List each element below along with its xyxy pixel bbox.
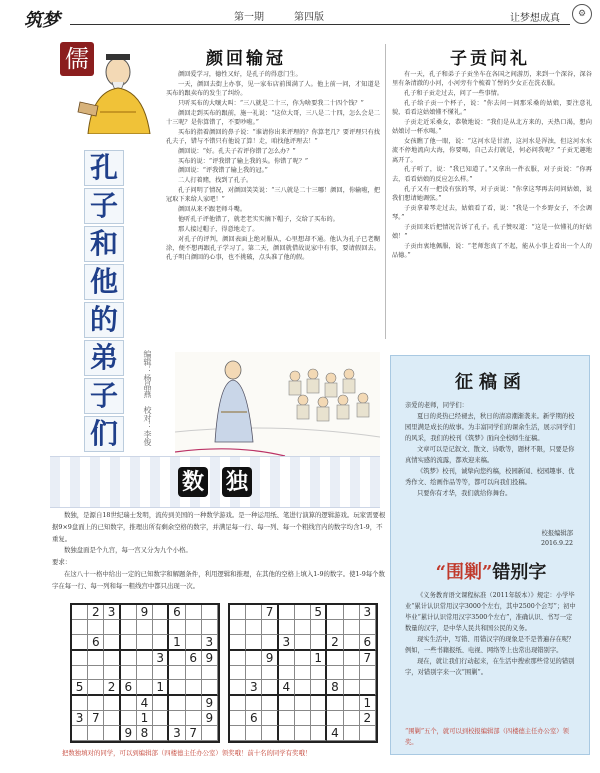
sudoku-cell[interactable] bbox=[186, 635, 202, 651]
sudoku-cell[interactable] bbox=[262, 680, 278, 696]
sudoku-grid-1[interactable] bbox=[70, 603, 220, 743]
paragraph: 孔子又有一把没有弦的琴，对子贡说：“你拿这琴再去问问姑娘，说我们想请她调弦。” bbox=[392, 185, 592, 202]
sudoku-cell[interactable]: 3 bbox=[202, 635, 218, 651]
sudoku-cell[interactable] bbox=[311, 711, 327, 726]
sudoku-cell[interactable] bbox=[295, 711, 311, 726]
sudoku-cell[interactable] bbox=[88, 651, 104, 666]
sudoku-cell[interactable] bbox=[72, 651, 88, 666]
sudoku-cell[interactable] bbox=[327, 711, 343, 726]
sudoku-cell[interactable]: 2 bbox=[104, 680, 120, 696]
sudoku-cell[interactable]: 9 bbox=[202, 651, 218, 666]
sudoku-cell[interactable] bbox=[137, 666, 153, 681]
sudoku-cell[interactable]: 7 bbox=[360, 651, 376, 666]
side-panel bbox=[390, 355, 590, 755]
sudoku-cell[interactable]: 9 bbox=[202, 711, 218, 726]
sudoku-cell[interactable] bbox=[186, 696, 202, 711]
sudoku-cell[interactable] bbox=[202, 666, 218, 681]
paragraph: 要求： bbox=[52, 558, 72, 567]
sudoku-cell[interactable] bbox=[202, 605, 218, 620]
confucianism-seal: 儒 bbox=[60, 42, 94, 76]
call-for-papers-title: 征稿函 bbox=[455, 372, 527, 393]
sudoku-cell[interactable] bbox=[104, 711, 120, 726]
sudoku-cell[interactable] bbox=[121, 651, 137, 666]
sudoku-cell[interactable] bbox=[246, 651, 262, 666]
sudoku-cell[interactable] bbox=[153, 726, 169, 741]
paragraph: 只要你有才华，我们就给你舞台。 bbox=[417, 490, 512, 497]
sudoku-cell[interactable]: 9 bbox=[137, 605, 153, 620]
sudoku-cell[interactable] bbox=[72, 666, 88, 681]
sudoku-cell[interactable]: 9 bbox=[262, 651, 278, 666]
article-body-zigong bbox=[392, 70, 592, 350]
call-for-papers-body bbox=[405, 400, 577, 499]
sudoku-cell[interactable] bbox=[279, 605, 295, 620]
greeting: 亲爱的老师，同学们： bbox=[405, 402, 468, 409]
masthead-logo: 筑梦 bbox=[24, 10, 60, 31]
sudoku-cell[interactable] bbox=[230, 666, 246, 681]
sudoku-cell[interactable] bbox=[153, 620, 169, 635]
sudoku-cell[interactable] bbox=[279, 651, 295, 666]
sudoku-cell[interactable] bbox=[88, 696, 104, 711]
sudoku-cell[interactable] bbox=[279, 696, 295, 711]
sudoku-cell[interactable]: 3 bbox=[169, 726, 185, 741]
sudoku-cell[interactable] bbox=[153, 696, 169, 711]
sudoku-cell[interactable] bbox=[295, 635, 311, 651]
title-char: 孔 bbox=[84, 150, 124, 186]
page-header bbox=[0, 0, 600, 34]
paragraph: 子贡由衷地佩服，说：“老师您真了不起，能从小事上看出一个人的品德。” bbox=[392, 242, 592, 260]
title-char: 和 bbox=[84, 226, 124, 262]
sudoku-cell[interactable] bbox=[153, 635, 169, 651]
sudoku-cell[interactable]: 8 bbox=[327, 680, 343, 696]
sudoku-grid-2[interactable] bbox=[228, 603, 378, 743]
sudoku-cell[interactable]: 7 bbox=[186, 726, 202, 741]
sudoku-banner bbox=[50, 456, 380, 508]
sudoku-cell[interactable] bbox=[186, 680, 202, 696]
sudoku-cell[interactable] bbox=[186, 711, 202, 726]
header-rule bbox=[70, 24, 570, 25]
sudoku-cell[interactable] bbox=[279, 666, 295, 681]
paragraph: 《筑梦》校刊，诚挚向您约稿，校园新闻、校园趣事、优秀作文、绘画作品等等，都可以向我们投稿。 bbox=[405, 468, 575, 486]
sudoku-cell[interactable]: 3 bbox=[246, 680, 262, 696]
sudoku-cell[interactable] bbox=[230, 711, 246, 726]
title-char: 们 bbox=[84, 416, 124, 452]
sudoku-cell[interactable] bbox=[72, 696, 88, 711]
sudoku-cell[interactable] bbox=[311, 680, 327, 696]
typo-hunt-title bbox=[391, 558, 591, 584]
sudoku-cell[interactable]: 3 bbox=[72, 711, 88, 726]
confucius-teaching-illustration bbox=[175, 352, 380, 462]
sudoku-cell[interactable] bbox=[169, 666, 185, 681]
sudoku-cell[interactable] bbox=[262, 666, 278, 681]
sudoku-cell[interactable]: 1 bbox=[137, 711, 153, 726]
sudoku-cell[interactable]: 6 bbox=[186, 651, 202, 666]
article-title-zigong: 子贡问礼 bbox=[450, 49, 530, 69]
paragraph: 颜回走到买布的跟前，施一礼说：“这位大哥，三八是二十四，怎么会是二十三呢？是你算错了，不要吵啦。” bbox=[166, 109, 380, 126]
sudoku-cell[interactable] bbox=[262, 696, 278, 711]
sudoku-cell[interactable] bbox=[202, 726, 218, 741]
sudoku-cell[interactable] bbox=[360, 620, 376, 635]
sudoku-cell[interactable] bbox=[169, 711, 185, 726]
editor-note: 编辑：杨晶燕 校对：李俊 bbox=[143, 350, 152, 446]
sudoku-cell[interactable] bbox=[246, 635, 262, 651]
sudoku-cell[interactable] bbox=[121, 635, 137, 651]
sudoku-cell[interactable]: 7 bbox=[262, 605, 278, 620]
sudoku-cell[interactable] bbox=[360, 726, 376, 741]
sudoku-cell[interactable]: 4 bbox=[327, 726, 343, 741]
typo-hunt-body bbox=[405, 590, 577, 678]
sudoku-cell[interactable] bbox=[344, 620, 360, 635]
sudoku-cell[interactable] bbox=[169, 680, 185, 696]
paragraph: 《义务教育语文课程标准（2011年版本）》规定：小学毕业“累计认识常用汉字3000个左右，其中2500个会写”；初中毕业“累计认识常用汉字3500个左右”，准确认识、书写一定数量的汉字，是中华人民共和国公民的义务。 bbox=[405, 592, 576, 632]
sudoku-cell[interactable] bbox=[311, 635, 327, 651]
sudoku-cell[interactable] bbox=[344, 651, 360, 666]
sudoku-cell[interactable] bbox=[295, 651, 311, 666]
sudoku-cell[interactable] bbox=[72, 635, 88, 651]
paragraph: 数独，是源自18世纪瑞士发明，流传到美国的一种数学游戏。是一种运用纸、笔进行演算的逻辑游戏。玩家需要根据9×9盘面上的已知数字，推理出所有剩余空格的数字，并满足每一行、每一列、每一个粗线宫内的数字均含1-9，不重复。 bbox=[52, 511, 386, 543]
sudoku-cell[interactable] bbox=[230, 726, 246, 741]
sudoku-cell[interactable] bbox=[344, 635, 360, 651]
paragraph: 现实生活中，写错、用错汉字的现象是不是普遍存在呢？例如，一些书籍报纸、电视、网络等上也常出现错别字。 bbox=[405, 636, 575, 654]
sudoku-cell[interactable]: 4 bbox=[279, 680, 295, 696]
sudoku-cell[interactable] bbox=[279, 726, 295, 741]
sudoku-cell[interactable] bbox=[230, 680, 246, 696]
sudoku-cell[interactable] bbox=[262, 726, 278, 741]
sudoku-cell[interactable] bbox=[169, 651, 185, 666]
title-char: 弟 bbox=[84, 340, 124, 376]
paragraph: 现在，就让我们行动起来，在生活中搜索那些常见的错别字，对错别字来一次“围剿”。 bbox=[405, 658, 575, 676]
sudoku-cell[interactable] bbox=[186, 620, 202, 635]
paragraph: 孔子和子贡走过去，问了一些事情。 bbox=[404, 90, 503, 98]
sudoku-cell[interactable] bbox=[344, 696, 360, 711]
sudoku-cell[interactable] bbox=[311, 620, 327, 635]
header-slogan: 让梦想成真 bbox=[510, 13, 560, 24]
typo-hunt-title-red: “围剿” bbox=[435, 562, 493, 583]
sudoku-cell[interactable]: 3 bbox=[360, 605, 376, 620]
paragraph: 买布的说：“评我错了输上我的头。你错了呢？” bbox=[178, 157, 309, 165]
paragraph: 在这八十一格中给出一定的已知数字和解题条件，利用逻辑和推理，在其他的空格上填入1-9的数字。使1-9每个数字在每一行、每一列和每一粗线宫中都只出现一次。 bbox=[52, 569, 385, 590]
sudoku-char: 独 bbox=[222, 467, 252, 497]
sudoku-cell[interactable]: 2 bbox=[88, 605, 104, 620]
sudoku-cell[interactable] bbox=[186, 605, 202, 620]
title-char: 他 bbox=[84, 264, 124, 300]
sudoku-cell[interactable] bbox=[88, 680, 104, 696]
paragraph: 子贡走近采桑女，恭敬地说：“我们是从北方来的，天热口渴，想向姑娘讨一杯水喝。” bbox=[392, 118, 592, 136]
sudoku-cell[interactable] bbox=[88, 666, 104, 681]
sudoku-cell[interactable] bbox=[121, 620, 137, 635]
sudoku-cell[interactable]: 6 bbox=[169, 605, 185, 620]
sudoku-cell[interactable]: 7 bbox=[88, 711, 104, 726]
sudoku-cell[interactable] bbox=[246, 666, 262, 681]
paragraph: 颜回爱学习，德性又好，是孔子的得意门生。 bbox=[178, 71, 302, 78]
sudoku-cell[interactable] bbox=[104, 726, 120, 741]
sudoku-cell[interactable] bbox=[104, 696, 120, 711]
sudoku-cell[interactable] bbox=[121, 696, 137, 711]
sudoku-cell[interactable]: 8 bbox=[137, 726, 153, 741]
teaching-scene-icon bbox=[175, 352, 380, 462]
sudoku-cell[interactable] bbox=[137, 680, 153, 696]
sudoku-cell[interactable] bbox=[72, 620, 88, 635]
sudoku-cell[interactable]: 6 bbox=[88, 635, 104, 651]
sudoku-cell[interactable] bbox=[311, 726, 327, 741]
paragraph: 对孔子的评判，颜回表面上绝对服从，心里想却不通。他认为孔子已老糊涂，便不想再跟孔子学习了。第二天，颜回就借故说家中有事，要请假回去。孔子明白颜回的心事，也不挑破，点头准了他的假。 bbox=[166, 235, 380, 262]
sudoku-cell[interactable] bbox=[344, 680, 360, 696]
sudoku-cell[interactable] bbox=[311, 696, 327, 711]
sudoku-cell[interactable] bbox=[137, 620, 153, 635]
sudoku-cell[interactable] bbox=[72, 605, 88, 620]
sudoku-intro bbox=[52, 510, 386, 593]
paragraph: 孔子问明了情况，对颜回笑笑说：“三八就是二十三哪！颜回，你输啦，把冠取下来给人家吧！” bbox=[166, 187, 380, 204]
paragraph: 一天，颜回去街上办事，见一家布店前围满了人。他上前一问，才知道是买布的跟卖布的发生了纠纷。 bbox=[166, 80, 380, 98]
paragraph: 颜回说：“好。孔夫子若评你错了怎么办？” bbox=[178, 147, 296, 155]
sudoku-cell[interactable] bbox=[246, 696, 262, 711]
sudoku-cell[interactable]: 6 bbox=[360, 635, 376, 651]
sudoku-cell[interactable] bbox=[104, 635, 120, 651]
sudoku-cell[interactable]: 3 bbox=[279, 635, 295, 651]
sudoku-cell[interactable]: 1 bbox=[311, 651, 327, 666]
sudoku-cell[interactable] bbox=[279, 711, 295, 726]
sudoku-cell[interactable] bbox=[186, 666, 202, 681]
sudoku-cell[interactable] bbox=[327, 620, 343, 635]
sudoku-cell[interactable] bbox=[262, 635, 278, 651]
sudoku-cell[interactable] bbox=[279, 620, 295, 635]
sudoku-cell[interactable] bbox=[230, 605, 246, 620]
paragraph: 颜回说：“评我错了输上我的冠。” bbox=[178, 167, 268, 175]
sudoku-cell[interactable] bbox=[137, 651, 153, 666]
paragraph: 文章可以是记叙文、散文、诗歌等，题材不限，只要是你真情实感的流露，都欢迎来稿。 bbox=[405, 446, 575, 464]
sudoku-cell[interactable] bbox=[121, 711, 137, 726]
sudoku-cell[interactable] bbox=[230, 651, 246, 666]
paragraph: 买布的指着颜回的鼻子说：“谁请你出来评理的？你算老几？要评理只有找孔夫子，错与不错只有他说了算！走，咱找他评理去！” bbox=[166, 128, 380, 146]
typo-hunt-footer: “围剿”五个，就可以到校报编辑部（四楼德主任办公室）领奖。 bbox=[405, 728, 569, 746]
sudoku-cell[interactable] bbox=[153, 666, 169, 681]
sudoku-char: 数 bbox=[178, 467, 208, 497]
paragraph: 子贡回来后把情况告诉了孔子。孔子赞叹道：“这是一位懂礼的好姑娘！” bbox=[392, 223, 592, 241]
sudoku-cell[interactable]: 6 bbox=[246, 711, 262, 726]
paragraph: 只听买布的大嚷大叫：“三八就是二十三，你为啥要我二十四个钱？” bbox=[178, 99, 364, 107]
sudoku-cell[interactable]: 5 bbox=[72, 680, 88, 696]
paragraph: 孔子听了，说：“我已知道了。”又拿出一件衣服，对子贡说：“你再去，看看姑娘的反应怎么样。” bbox=[392, 166, 592, 183]
sudoku-cell[interactable]: 2 bbox=[327, 635, 343, 651]
sudoku-cell[interactable] bbox=[344, 726, 360, 741]
paragraph: 女孩瞧了他一眼，说：“这河水是甘清，这河水是浑浊，但这河水水流不停地流向大海，你要喝，自己去打就是，何必问我呢？”子贡无趣地离开了。 bbox=[392, 138, 592, 164]
column-divider bbox=[385, 44, 386, 339]
sudoku-cell[interactable] bbox=[104, 651, 120, 666]
typo-hunt-title-dark: 错别字 bbox=[492, 562, 547, 583]
sudoku-cell[interactable] bbox=[262, 620, 278, 635]
title-char: 的 bbox=[84, 302, 124, 338]
paragraph: 夏日的炎热已经褪去，秋日的清凉潮渐袭来。新学期的校园里满是成长的故事。为丰富同学们的课余生活，展示同学们的风采，我们的校刊《筑梦》面向全校师生征稿。 bbox=[405, 413, 576, 442]
sudoku-cell[interactable] bbox=[360, 680, 376, 696]
sudoku-cell[interactable] bbox=[202, 620, 218, 635]
sudoku-cell[interactable] bbox=[295, 696, 311, 711]
paragraph: 子贡拿着琴走过去，姑娘看了看，说：“我是一个乡野女子，不会调琴。” bbox=[392, 204, 592, 221]
sudoku-cell[interactable] bbox=[295, 620, 311, 635]
sudoku-cell[interactable] bbox=[295, 605, 311, 620]
sudoku-cell[interactable] bbox=[344, 605, 360, 620]
sudoku-cell[interactable] bbox=[295, 680, 311, 696]
sudoku-cell[interactable]: 2 bbox=[360, 711, 376, 726]
sudoku-cell[interactable] bbox=[344, 711, 360, 726]
title-char: 子 bbox=[84, 188, 124, 224]
school-seal-icon: ⚙ bbox=[572, 4, 592, 24]
sudoku-cell[interactable] bbox=[327, 696, 343, 711]
sudoku-cell[interactable] bbox=[295, 726, 311, 741]
paragraph: 颜回从来不跟老师斗嘴。 bbox=[178, 206, 247, 214]
sudoku-cell[interactable]: 9 bbox=[202, 696, 218, 711]
sudoku-cell[interactable]: 4 bbox=[137, 696, 153, 711]
sudoku-cell[interactable] bbox=[295, 666, 311, 681]
article-title-yanhui: 颜回输冠 bbox=[206, 49, 286, 69]
paragraph: 孔子给子贡一个杯子，说：“你去问一问那采桑的姑娘，要注意礼貌，看看这姑娘懂不懂礼。” bbox=[392, 99, 592, 117]
sudoku-cell[interactable]: 1 bbox=[153, 680, 169, 696]
paragraph: 有一天，孔子和弟子子贡坐车在各国之间游历，来到一个深谷，深谷里有条清澈的小河，小河旁有个梳着丫髻的少女正在洗衣服。 bbox=[392, 71, 592, 88]
sudoku-cell[interactable] bbox=[169, 696, 185, 711]
sudoku-cell[interactable]: 3 bbox=[104, 605, 120, 620]
sudoku-cell[interactable] bbox=[311, 666, 327, 681]
issue-number: 第一期 bbox=[234, 12, 264, 23]
sudoku-cell[interactable] bbox=[230, 635, 246, 651]
sudoku-cell[interactable] bbox=[153, 711, 169, 726]
sudoku-cell[interactable] bbox=[327, 605, 343, 620]
sudoku-prize-note: 把数独填对的同学，可以到编辑部（四楼德主任办公室）领奖哦！前十名的同学有奖哦！ bbox=[62, 749, 312, 757]
sudoku-cell[interactable] bbox=[88, 726, 104, 741]
sudoku-cell[interactable] bbox=[360, 666, 376, 681]
sudoku-cell[interactable] bbox=[88, 620, 104, 635]
date: 2016.9.22 bbox=[540, 540, 573, 547]
sudoku-cell[interactable] bbox=[104, 620, 120, 635]
sudoku-cell[interactable] bbox=[327, 666, 343, 681]
sudoku-cell[interactable]: 1 bbox=[169, 635, 185, 651]
sudoku-cell[interactable] bbox=[246, 620, 262, 635]
sudoku-cell[interactable]: 1 bbox=[360, 696, 376, 711]
sudoku-cell[interactable] bbox=[246, 605, 262, 620]
article-body-yanhui bbox=[166, 70, 380, 350]
sudoku-cell[interactable] bbox=[327, 651, 343, 666]
sudoku-cell[interactable] bbox=[104, 666, 120, 681]
sudoku-cell[interactable] bbox=[202, 680, 218, 696]
sudoku-cell[interactable] bbox=[262, 711, 278, 726]
sudoku-cell[interactable] bbox=[344, 666, 360, 681]
title-char: 子 bbox=[84, 378, 124, 414]
sudoku-cell[interactable] bbox=[121, 666, 137, 681]
sudoku-cell[interactable] bbox=[246, 726, 262, 741]
sudoku-cell[interactable] bbox=[121, 605, 137, 620]
sudoku-cell[interactable] bbox=[72, 726, 88, 741]
paragraph: 那人接过帽子，得意地走了。 bbox=[178, 225, 259, 233]
sudoku-cell[interactable]: 9 bbox=[121, 726, 137, 741]
sudoku-cell[interactable]: 6 bbox=[121, 680, 137, 696]
sudoku-cell[interactable] bbox=[169, 620, 185, 635]
sudoku-cell[interactable] bbox=[153, 605, 169, 620]
paragraph: 他听孔子评他错了，就老老实实摘下帽子，交给了买布的。 bbox=[178, 215, 339, 223]
paragraph: 数独盘面是个九宫，每一宫又分为九个小格。 bbox=[64, 546, 192, 555]
signature: 校报编辑部 bbox=[541, 530, 573, 537]
confucius-portrait bbox=[58, 42, 154, 134]
sudoku-cell[interactable]: 3 bbox=[153, 651, 169, 666]
paragraph: 二人打着赌，找到了孔子。 bbox=[178, 177, 253, 185]
edition-number: 第四版 bbox=[294, 12, 324, 23]
sudoku-cell[interactable] bbox=[230, 696, 246, 711]
sudoku-cell[interactable] bbox=[137, 635, 153, 651]
sudoku-cell[interactable] bbox=[230, 620, 246, 635]
sudoku-cell[interactable]: 5 bbox=[311, 605, 327, 620]
